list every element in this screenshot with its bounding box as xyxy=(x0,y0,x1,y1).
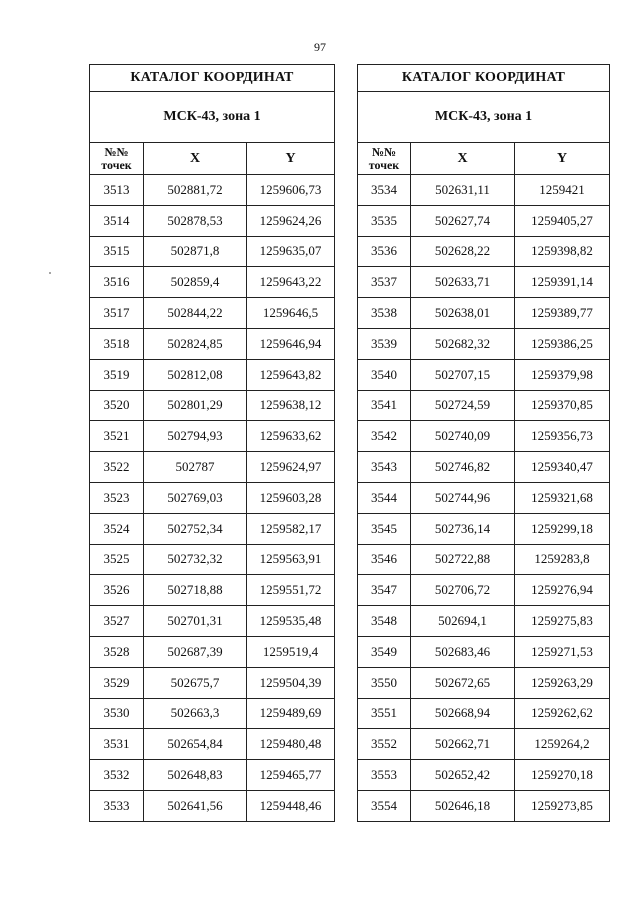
point-number-cell: 3528 xyxy=(90,636,144,667)
y-coordinate-cell: 1259535,48 xyxy=(247,606,335,637)
scan-speck xyxy=(49,272,51,274)
y-coordinate-cell: 1259299,18 xyxy=(515,513,610,544)
table-row xyxy=(358,421,610,452)
point-number-cell: 3518 xyxy=(90,328,144,359)
coordinate-catalog-right xyxy=(357,64,610,822)
y-coordinate-cell: 1259638,12 xyxy=(247,390,335,421)
table-row xyxy=(358,636,610,667)
point-number-cell: 3553 xyxy=(358,760,411,791)
y-coordinate-cell: 1259264,2 xyxy=(515,729,610,760)
x-coordinate-cell: 502682,32 xyxy=(411,328,515,359)
point-number-cell: 3513 xyxy=(90,175,144,206)
y-coordinate-cell: 1259263,29 xyxy=(515,667,610,698)
point-number-cell: 3517 xyxy=(90,298,144,329)
catalog-title: КАТАЛОГ КООРДИНАТ xyxy=(90,65,335,92)
x-coordinate-cell: 502654,84 xyxy=(144,729,247,760)
point-number-cell: 3534 xyxy=(358,175,411,206)
y-coordinate-cell: 1259370,85 xyxy=(515,390,610,421)
x-coordinate-cell: 502794,93 xyxy=(144,421,247,452)
y-coordinate-cell: 1259340,47 xyxy=(515,452,610,483)
y-coordinate-cell: 1259405,27 xyxy=(515,205,610,236)
x-coordinate-cell: 502707,15 xyxy=(411,359,515,390)
catalog-title: КАТАЛОГ КООРДИНАТ xyxy=(358,65,610,92)
table-row xyxy=(90,698,335,729)
y-coordinate-cell: 1259504,39 xyxy=(247,667,335,698)
table-row xyxy=(358,760,610,791)
table-row xyxy=(90,452,335,483)
catalog-subtitle: МСК-43, зона 1 xyxy=(358,92,610,143)
point-number-cell: 3537 xyxy=(358,267,411,298)
table-row xyxy=(90,482,335,513)
table-row xyxy=(90,421,335,452)
point-number-cell: 3526 xyxy=(90,575,144,606)
point-number-cell: 3545 xyxy=(358,513,411,544)
y-coordinate-cell: 1259421 xyxy=(515,175,610,206)
y-coordinate-cell: 1259356,73 xyxy=(515,421,610,452)
x-coordinate-cell: 502732,32 xyxy=(144,544,247,575)
table-row xyxy=(90,544,335,575)
point-number-cell: 3542 xyxy=(358,421,411,452)
table-row xyxy=(358,390,610,421)
x-coordinate-cell: 502672,65 xyxy=(411,667,515,698)
point-number-cell: 3538 xyxy=(358,298,411,329)
y-coordinate-cell: 1259519,4 xyxy=(247,636,335,667)
point-number-cell: 3520 xyxy=(90,390,144,421)
table-row xyxy=(90,513,335,544)
point-number-cell: 3516 xyxy=(90,267,144,298)
point-number-cell: 3548 xyxy=(358,606,411,637)
y-coordinate-cell: 1259643,82 xyxy=(247,359,335,390)
y-coordinate-cell: 1259465,77 xyxy=(247,760,335,791)
point-number-cell: 3531 xyxy=(90,729,144,760)
table-row xyxy=(90,729,335,760)
x-coordinate-cell: 502627,74 xyxy=(411,205,515,236)
table-row xyxy=(358,667,610,698)
x-coordinate-cell: 502683,46 xyxy=(411,636,515,667)
y-coordinate-cell: 1259633,62 xyxy=(247,421,335,452)
page-number: 97 xyxy=(314,40,326,54)
x-coordinate-cell: 502675,7 xyxy=(144,667,247,698)
table-row xyxy=(90,636,335,667)
x-coordinate-cell: 502628,22 xyxy=(411,236,515,267)
y-coordinate-cell: 1259283,8 xyxy=(515,544,610,575)
point-number-cell: 3521 xyxy=(90,421,144,452)
x-coordinate-cell: 502652,42 xyxy=(411,760,515,791)
point-number-cell: 3519 xyxy=(90,359,144,390)
y-coordinate-cell: 1259480,48 xyxy=(247,729,335,760)
x-coordinate-cell: 502724,59 xyxy=(411,390,515,421)
y-coordinate-cell: 1259603,28 xyxy=(247,482,335,513)
table-row xyxy=(358,513,610,544)
point-number-header: №№ точек xyxy=(358,143,411,175)
y-coordinate-cell: 1259582,17 xyxy=(247,513,335,544)
table-row xyxy=(90,205,335,236)
point-number-cell: 3541 xyxy=(358,390,411,421)
y-coordinate-cell: 1259275,83 xyxy=(515,606,610,637)
y-coordinate-cell: 1259270,18 xyxy=(515,760,610,791)
x-coordinate-cell: 502844,22 xyxy=(144,298,247,329)
x-coordinate-cell: 502878,53 xyxy=(144,205,247,236)
point-number-cell: 3522 xyxy=(90,452,144,483)
table-row xyxy=(90,760,335,791)
x-coordinate-cell: 502701,31 xyxy=(144,606,247,637)
y-column-header: Y xyxy=(515,143,610,175)
x-coordinate-cell: 502718,88 xyxy=(144,575,247,606)
table-row xyxy=(358,698,610,729)
table-row xyxy=(90,175,335,206)
y-coordinate-cell: 1259398,82 xyxy=(515,236,610,267)
point-number-cell: 3514 xyxy=(90,205,144,236)
x-coordinate-cell: 502746,82 xyxy=(411,452,515,483)
table-row xyxy=(90,606,335,637)
x-coordinate-cell: 502871,8 xyxy=(144,236,247,267)
y-coordinate-cell: 1259389,77 xyxy=(515,298,610,329)
x-coordinate-cell: 502881,72 xyxy=(144,175,247,206)
point-number-cell: 3543 xyxy=(358,452,411,483)
y-coordinate-cell: 1259276,94 xyxy=(515,575,610,606)
point-number-cell: 3544 xyxy=(358,482,411,513)
point-number-cell: 3535 xyxy=(358,205,411,236)
point-number-cell: 3546 xyxy=(358,544,411,575)
x-coordinate-cell: 502646,18 xyxy=(411,790,515,821)
x-coordinate-cell: 502631,11 xyxy=(411,175,515,206)
y-coordinate-cell: 1259563,91 xyxy=(247,544,335,575)
x-coordinate-cell: 502752,34 xyxy=(144,513,247,544)
x-coordinate-cell: 502769,03 xyxy=(144,482,247,513)
point-number-cell: 3532 xyxy=(90,760,144,791)
x-coordinate-cell: 502648,83 xyxy=(144,760,247,791)
point-number-cell: 3515 xyxy=(90,236,144,267)
y-coordinate-cell: 1259643,22 xyxy=(247,267,335,298)
table-row xyxy=(90,267,335,298)
y-column-header: Y xyxy=(247,143,335,175)
point-number-cell: 3524 xyxy=(90,513,144,544)
table-row xyxy=(90,298,335,329)
y-coordinate-cell: 1259646,5 xyxy=(247,298,335,329)
table-row xyxy=(358,328,610,359)
x-coordinate-cell: 502859,4 xyxy=(144,267,247,298)
y-coordinate-cell: 1259646,94 xyxy=(247,328,335,359)
table-row xyxy=(358,482,610,513)
x-coordinate-cell: 502641,56 xyxy=(144,790,247,821)
y-coordinate-cell: 1259551,72 xyxy=(247,575,335,606)
table-row xyxy=(358,452,610,483)
x-coordinate-cell: 502722,88 xyxy=(411,544,515,575)
x-coordinate-cell: 502736,14 xyxy=(411,513,515,544)
table-row xyxy=(90,575,335,606)
x-coordinate-cell: 502662,71 xyxy=(411,729,515,760)
y-coordinate-cell: 1259624,97 xyxy=(247,452,335,483)
table-row xyxy=(358,175,610,206)
y-coordinate-cell: 1259273,85 xyxy=(515,790,610,821)
x-coordinate-cell: 502787 xyxy=(144,452,247,483)
table-row xyxy=(358,790,610,821)
y-coordinate-cell: 1259606,73 xyxy=(247,175,335,206)
point-number-cell: 3552 xyxy=(358,729,411,760)
table-row xyxy=(358,729,610,760)
y-coordinate-cell: 1259379,98 xyxy=(515,359,610,390)
x-coordinate-cell: 502824,85 xyxy=(144,328,247,359)
x-coordinate-cell: 502687,39 xyxy=(144,636,247,667)
table-row xyxy=(358,236,610,267)
x-coordinate-cell: 502663,3 xyxy=(144,698,247,729)
x-coordinate-cell: 502801,29 xyxy=(144,390,247,421)
x-coordinate-cell: 502706,72 xyxy=(411,575,515,606)
x-coordinate-cell: 502744,96 xyxy=(411,482,515,513)
y-coordinate-cell: 1259635,07 xyxy=(247,236,335,267)
table-row xyxy=(90,667,335,698)
table-row xyxy=(358,606,610,637)
point-number-cell: 3539 xyxy=(358,328,411,359)
point-number-header: №№ точек xyxy=(90,143,144,175)
table-row xyxy=(90,328,335,359)
point-number-cell: 3523 xyxy=(90,482,144,513)
point-number-cell: 3547 xyxy=(358,575,411,606)
y-coordinate-cell: 1259624,26 xyxy=(247,205,335,236)
table-row xyxy=(358,267,610,298)
table-row xyxy=(90,236,335,267)
x-coordinate-cell: 502633,71 xyxy=(411,267,515,298)
point-number-cell: 3525 xyxy=(90,544,144,575)
y-coordinate-cell: 1259262,62 xyxy=(515,698,610,729)
point-number-cell: 3550 xyxy=(358,667,411,698)
y-coordinate-cell: 1259321,68 xyxy=(515,482,610,513)
point-number-cell: 3551 xyxy=(358,698,411,729)
y-coordinate-cell: 1259448,46 xyxy=(247,790,335,821)
catalog-subtitle: МСК-43, зона 1 xyxy=(90,92,335,143)
column-header-row xyxy=(90,143,335,175)
point-number-cell: 3527 xyxy=(90,606,144,637)
table-row xyxy=(358,575,610,606)
x-coordinate-cell: 502668,94 xyxy=(411,698,515,729)
point-number-cell: 3540 xyxy=(358,359,411,390)
table-row xyxy=(358,205,610,236)
x-coordinate-cell: 502740,09 xyxy=(411,421,515,452)
column-header-row xyxy=(358,143,610,175)
table-row xyxy=(358,359,610,390)
x-column-header: X xyxy=(411,143,515,175)
point-number-cell: 3530 xyxy=(90,698,144,729)
point-number-cell: 3536 xyxy=(358,236,411,267)
table-row xyxy=(90,790,335,821)
table-row xyxy=(358,298,610,329)
x-column-header: X xyxy=(144,143,247,175)
point-number-cell: 3549 xyxy=(358,636,411,667)
y-coordinate-cell: 1259489,69 xyxy=(247,698,335,729)
coordinate-catalog-left xyxy=(89,64,335,822)
point-number-cell: 3529 xyxy=(90,667,144,698)
y-coordinate-cell: 1259271,53 xyxy=(515,636,610,667)
y-coordinate-cell: 1259386,25 xyxy=(515,328,610,359)
x-coordinate-cell: 502638,01 xyxy=(411,298,515,329)
table-row xyxy=(358,544,610,575)
x-coordinate-cell: 502812,08 xyxy=(144,359,247,390)
y-coordinate-cell: 1259391,14 xyxy=(515,267,610,298)
point-number-cell: 3533 xyxy=(90,790,144,821)
table-row xyxy=(90,359,335,390)
table-row xyxy=(90,390,335,421)
point-number-cell: 3554 xyxy=(358,790,411,821)
x-coordinate-cell: 502694,1 xyxy=(411,606,515,637)
